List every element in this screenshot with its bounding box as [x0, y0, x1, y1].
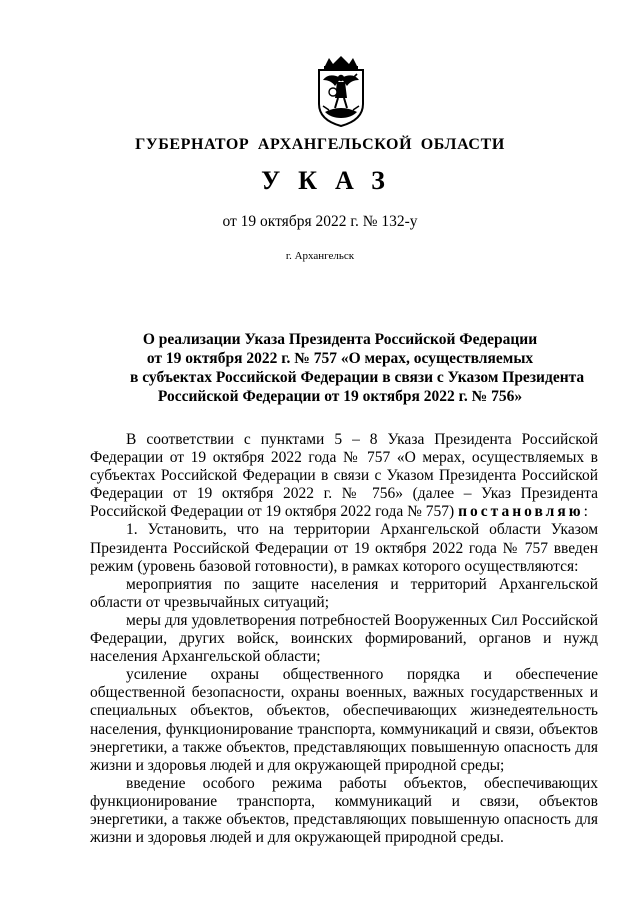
measure-paragraph-2: меры для удовлетворения потребностей Вооруженных Сил Российской Федерации, других войск, воинских формирований, органов и нужд населения Архангельской области; [90, 611, 598, 666]
title-line: Российской Федерации от 19 октября 2022 г. № 756» [157, 388, 523, 405]
title-line: в субъектах Российской Федерации в связи с Указом Президента [130, 369, 585, 386]
intro-text: В соответствии с пунктами 5 – 8 Указа Президента Российской Федерации от 19 октября 2022 года № 757 «О мерах, осуществляемых в субъектах Российской Федерации в связи с Указом Президента Российской Федерации от 19 октября 2022 г. № 756» (далее – Указ Президента Российской Федерации от 19 октября 2022 года № 757) [90, 431, 598, 521]
intro-paragraph [90, 431, 598, 521]
document-title [130, 330, 585, 406]
archangel-coat-of-arms-icon [311, 56, 371, 128]
item-1-paragraph: 1. Установить, что на территории Архангельской области Указом Президента Российской Федерации от 19 октября 2022 года № 757 введен режим (уровень базовой готовности), в рамках которого осуществляются: [90, 521, 598, 575]
decree-word: постановляю [458, 503, 584, 521]
measure-paragraph-3: усиление охраны общественного порядка и обеспечение общественной безопасности, охраны военных, важных государственных и специальных объектов, объектов, обеспечивающих жизнедеятельность населения, функционирование транспорта, коммуникаций и связи, объектов энергетики, а также объектов, представляющих повышенную опасность для жизни и здоровья людей и для окружающей природной среды; [90, 666, 598, 774]
measure-paragraph-4: введение особого режима работы объектов, обеспечивающих функционирование транспорта, коммуникаций и связи, объектов энергетики, а также объектов, представляющих повышенную опасность для жизни и здоровья людей и для окружающей природной среды. [90, 774, 598, 847]
decree-colon: : [583, 503, 588, 521]
issuer-heading: ГУБЕРНАТОР АРХАНГЕЛЬСКОЙ ОБЛАСТИ [135, 136, 505, 153]
title-line: от 19 октября 2022 г. № 757 «О мерах, осуществляемых [146, 350, 534, 367]
document-body [90, 431, 598, 847]
city-label: г. Архангельск [285, 250, 355, 262]
measure-paragraph-1: мероприятия по защите населения и территорий Архангельской области от чрезвычайных ситуаций; [90, 575, 598, 611]
title-line: О реализации Указа Президента Российской Федерации [142, 331, 538, 348]
date-number-line: от 19 октября 2022 г. № 132-у [222, 213, 418, 230]
document-type: УКАЗ [261, 166, 403, 195]
